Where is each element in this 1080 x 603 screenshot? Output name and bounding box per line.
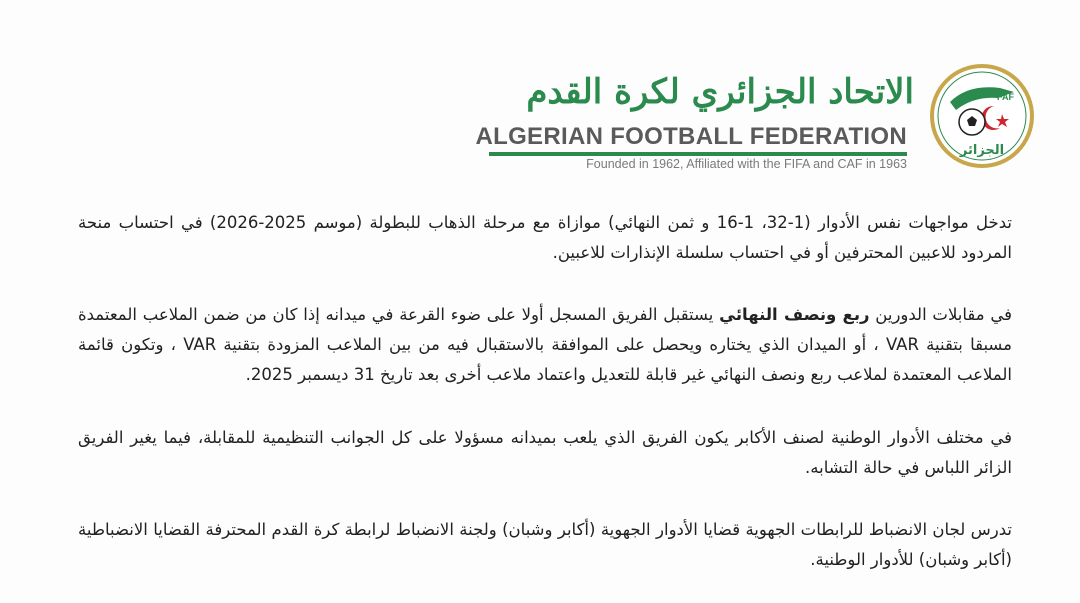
paragraph-2-text: [78, 300, 1012, 390]
faf-logo: [928, 62, 1036, 170]
logo-badge-text: FAF: [997, 92, 1014, 102]
federation-title-arabic: الاتحاد الجزائري لكرة القدم: [526, 72, 914, 112]
paragraph-2-bold: ربع ونصف النهائي: [719, 305, 870, 324]
paragraph-2-lead: في مقابلات الدورين: [875, 305, 1012, 324]
paragraph-4: [78, 515, 1012, 575]
paragraph-4-text: تدرس لجان الانضباط للرابطات الجهوية قضايا الأدوار الجهوية (أكابر وشبان) ولجنة الانضباط لرابطة كرة القدم المحترفة القضايا الانضباطية (أكابر وشبان) للأدوار الوطنية.: [78, 520, 1012, 569]
paragraph-3: [78, 423, 1012, 483]
federation-title-english: ALGERIAN FOOTBALL FEDERATION: [475, 123, 907, 150]
federation-subtitle: Founded in 1962, Affiliated with the FIFA and CAF in 1963: [586, 157, 907, 171]
paragraph-2-rest: يستقبل الفريق المسجل أولا على ضوء القرعة في ميدانه إذا كان من ضمن الملاعب المعتمدة مسبقا بتقنية VAR ، أو الميدان الذي يختاره ويحصل على الموافقة بالاستقبال فيه من بين الملاعب المزودة بتقنية VAR ، وتكون قائمة الملاعب المعتمدة لملاعب ربع ونصف النهائي غير قابلة للتعديل واعتماد ملاعب أخرى بعد تاريخ 31 ديسمبر 2025.: [78, 305, 1012, 384]
faf-emblem-icon: [928, 62, 1036, 170]
paragraph-2: [78, 300, 1012, 390]
paragraph-3-text: في مختلف الأدوار الوطنية لصنف الأكابر يكون الفريق الذي يلعب بميدانه مسؤولا على كل الجوانب التنظيمية للمقابلة، فيما يغير الفريق الزائر اللباس في حالة التشابه.: [78, 428, 1012, 477]
paragraph-1-text: تدخل مواجهات نفس الأدوار (1-32، 1-16 و ثمن النهائي) موازاة مع مرحلة الذهاب للبطولة (موسم 2025-2026) في احتساب منحة المردود للاعبين المحترفين أو في احتساب سلسلة الإنذارات للاعبين.: [78, 213, 1012, 262]
letterhead: [475, 62, 1040, 182]
header-rule: [489, 152, 907, 156]
paragraph-1: [78, 208, 1012, 268]
logo-arabic-text: الجزائر: [959, 143, 1005, 158]
